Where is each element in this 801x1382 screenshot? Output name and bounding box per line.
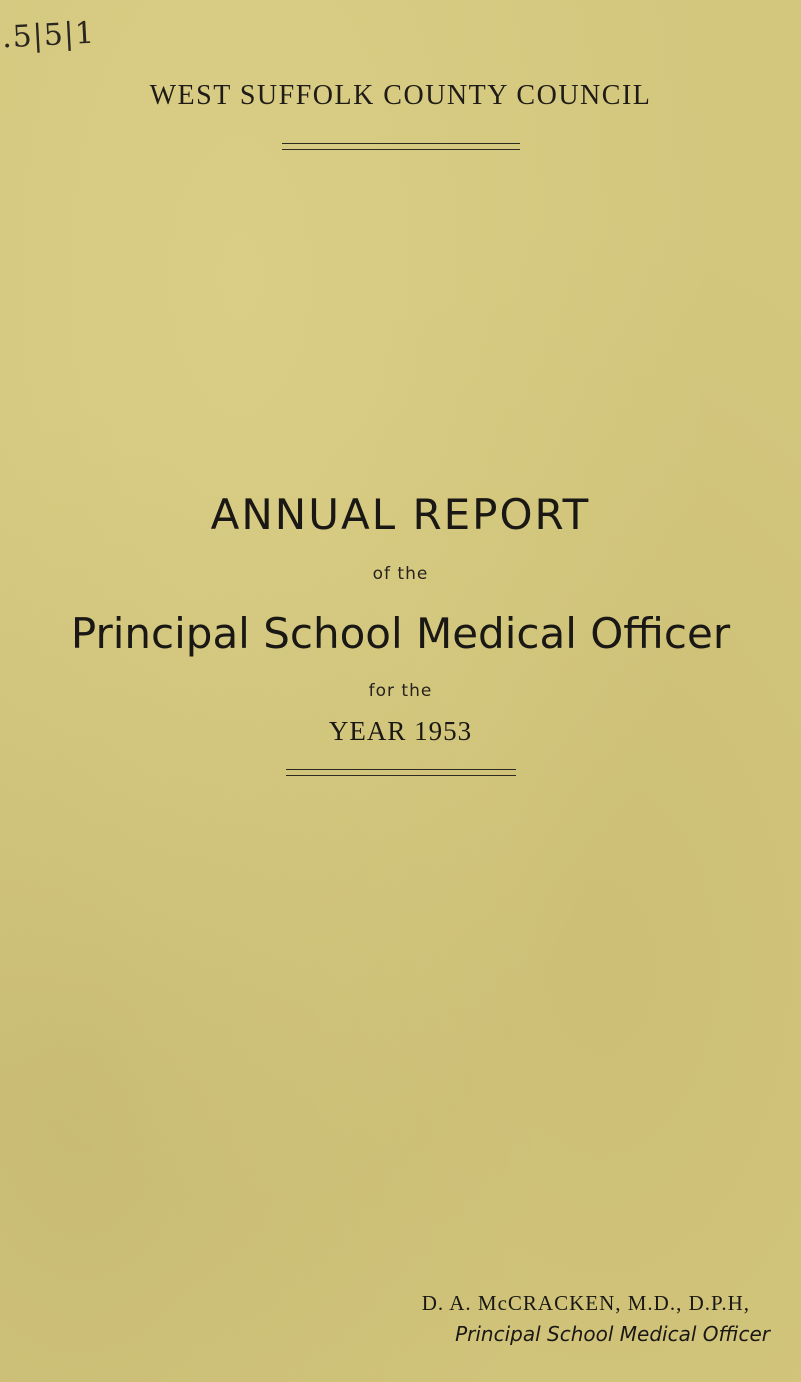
author-name: D. A. McCRACKEN, M.D., D.P.H, xyxy=(421,1291,750,1315)
double-rule-top xyxy=(0,143,801,150)
report-subject: Principal School Medical Officer xyxy=(70,609,731,658)
author-role: Principal School Medical Officer xyxy=(455,1322,770,1346)
council-name: WEST SUFFOLK COUNTY COUNCIL xyxy=(149,80,652,111)
double-rule-bottom xyxy=(0,769,801,776)
author-block xyxy=(0,1291,770,1346)
title-connector-of-the: of the xyxy=(372,564,429,584)
report-year: YEAR 1953 xyxy=(328,716,473,746)
title-connector-for-the: for the xyxy=(368,681,433,701)
handwritten-catalogue-mark: .5|5|1 xyxy=(1,15,96,56)
report-title: ANNUAL REPORT xyxy=(210,490,591,539)
